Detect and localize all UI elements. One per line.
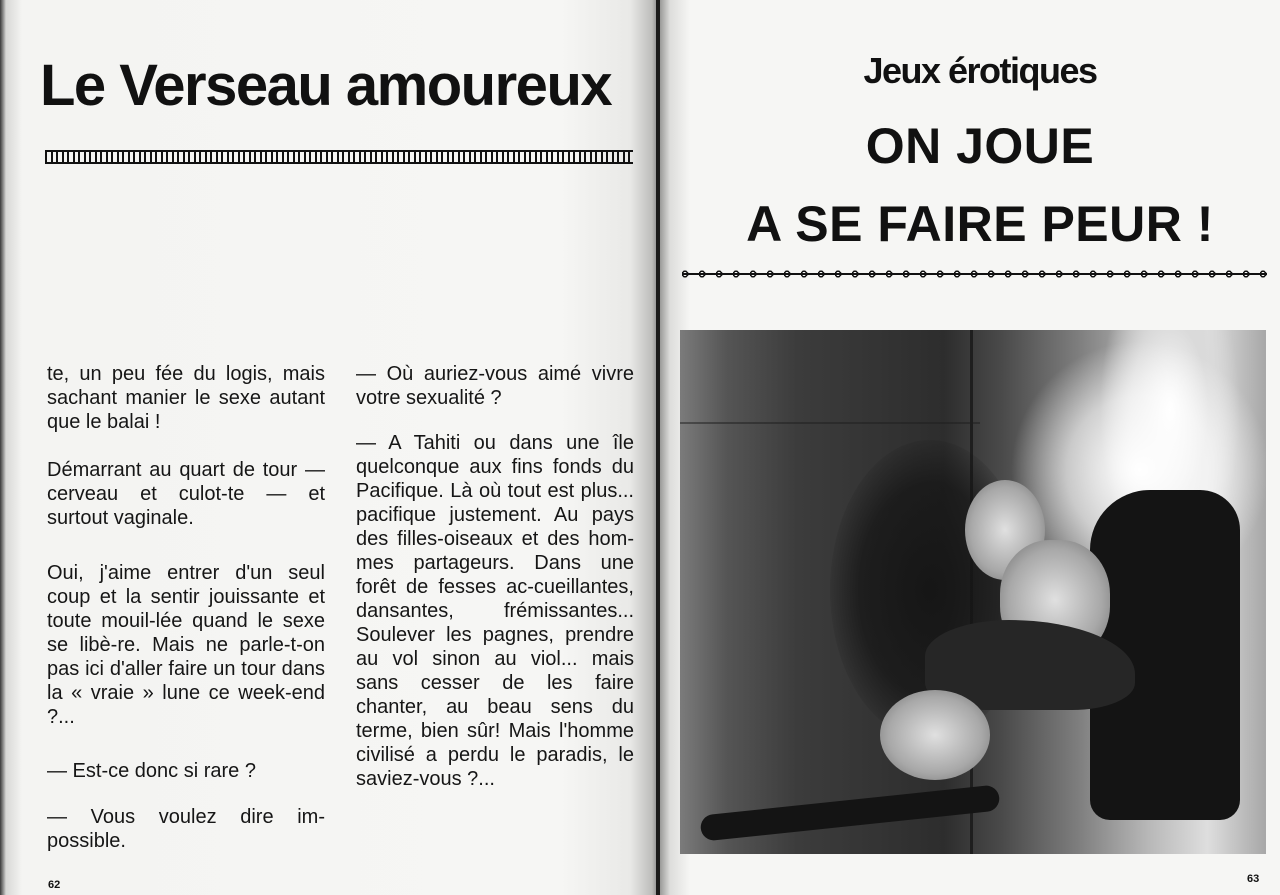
wave-ornament-border xyxy=(682,268,1267,280)
greek-key-border xyxy=(45,150,633,164)
page-number-right: 63 xyxy=(1247,873,1260,885)
article-title-line-2: A SE FAIRE PEUR ! xyxy=(746,196,1214,252)
article-photo xyxy=(680,330,1266,854)
left-page-headline: Le Verseau amoureux xyxy=(40,53,612,118)
text-column-1 xyxy=(47,362,325,853)
paragraph: — A Tahiti ou dans une île quelconque aux fins fonds du Pacifique. Là où tout est plus... pacifique justement. Au pays des filles-oiseaux et des hom-mes partageurs. Dans une forêt de fesses ac-cueillantes, dansantes, frémissantes... Soulever les pagnes, prendre au vol sinon au viol... mais sans cesser de les faire chanter, au beau sens du terme, bien sûr! Mais l'homme civilisé a perdu le paradis, le saviez-vous ?... xyxy=(356,432,634,790)
text-column-2 xyxy=(356,362,634,791)
paragraph: — Vous voulez dire im-possible. xyxy=(47,806,325,852)
paragraph: — Est-ce donc si rare ? xyxy=(47,760,256,782)
paragraph: te, un peu fée du logis, mais sachant manier le sexe autant que le balai ! xyxy=(47,363,325,433)
paragraph: — Où auriez-vous aimé vivre votre sexualité ? xyxy=(356,363,634,409)
photo-wall-line xyxy=(680,422,980,424)
paragraph: Démarrant au quart de tour — cerveau et culot-te — et surtout vaginale. xyxy=(47,459,325,529)
section-kicker: Jeux érotiques xyxy=(863,50,1097,91)
paragraph: Oui, j'aime entrer d'un seul coup et la sentir jouissante et toute mouil-lée quand le sexe se libè-re. Mais ne parle-t-on pas ici d'aller faire un tour dans la « vraie » lune ce week-end ?... xyxy=(47,562,325,728)
photo-woman-leg xyxy=(880,690,990,780)
photo-stocking-leg xyxy=(699,784,1000,841)
article-title-line-1: ON JOUE xyxy=(865,118,1095,174)
page-number-left: 62 xyxy=(48,879,61,891)
